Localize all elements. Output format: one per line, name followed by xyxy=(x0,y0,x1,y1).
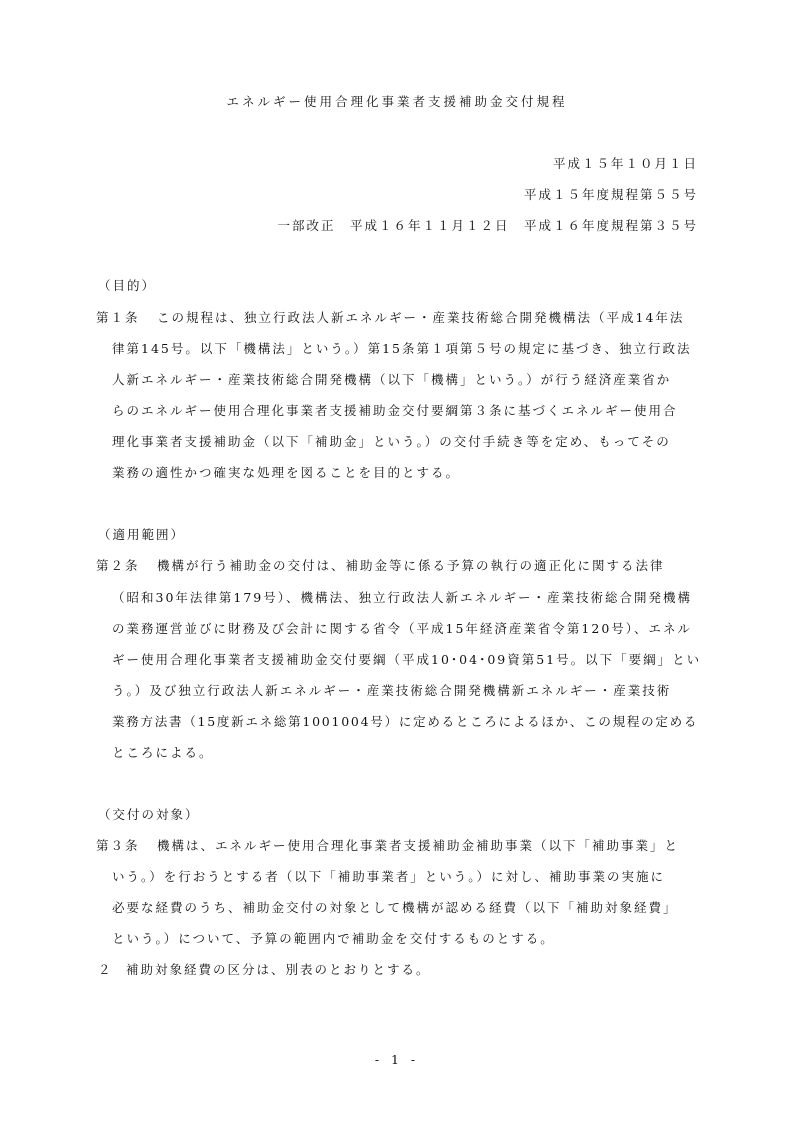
article-line: 業務方法書（15度新エネ総第1001004号）に定めるところによるほか、この規程の定める xyxy=(112,714,699,729)
article-line: （昭和30年法律第179号）、機構法、独立行政法人新エネルギー・産業技術総合開発機構 xyxy=(112,590,693,605)
article-number: 第３条 xyxy=(96,838,140,853)
article-line: 理化事業者支援補助金（以下「補助金」という。）の交付手続き等を定め、もってその xyxy=(112,434,671,449)
amendment-note: 一部改正 平成１６年１１月１２日 平成１６年度規程第３５号 xyxy=(277,218,698,233)
paragraph-number: ２ xyxy=(98,962,113,977)
enactment-date: 平成１５年１０月１日 xyxy=(552,156,698,171)
section-heading-purpose: （目的） xyxy=(98,278,157,293)
article-line: 律第145号。以下「機構法」という。）第15条第１項第５号の規定に基づき、独立行政法 xyxy=(112,341,692,356)
article-line: 機構が行う補助金の交付は、補助金等に係る予算の執行の適正化に関する法律 xyxy=(157,558,665,573)
article-line: 必要な経費のうち、補助金交付の対象として機構が認める経費（以下「補助対象経費」 xyxy=(112,900,678,915)
article-line: という。）について、予算の範囲内で補助金を交付するものとする。 xyxy=(112,931,555,946)
rule-number: 平成１５年度規程第５５号 xyxy=(523,187,698,202)
page-number: - 1 - xyxy=(374,1052,420,1067)
article-number: 第１条 xyxy=(96,310,140,325)
article-line: 人新エネルギー・産業技術総合開発機構（以下「機構」という。）が行う経済産業省か xyxy=(112,372,672,387)
section-heading-scope: （適用範囲） xyxy=(98,527,186,542)
article-line: ギー使用合理化事業者支援補助金交付要綱（平成10･04･09資第51号。以下「要綱」とい xyxy=(112,652,702,667)
article-line: 機構は、エネルギー使用合理化事業者支援補助金補助事業（以下「補助事業」と xyxy=(157,838,680,853)
document-title: エネルギー使用合理化事業者支援補助金交付規程 xyxy=(226,94,568,109)
article-line: ところによる。 xyxy=(112,745,214,760)
paragraph-text: 補助対象経費の区分は、別表のとおりとする。 xyxy=(126,962,431,977)
section-heading-target: （交付の対象） xyxy=(98,807,200,822)
article-line: この規程は、独立行政法人新エネルギー・産業技術総合開発機構法（平成14年法 xyxy=(157,310,685,325)
article-line: いう。）を行おうとする者（以下「補助事業者」という。）に対し、補助事業の実施に xyxy=(112,869,666,884)
article-line: う。）及び独立行政法人新エネルギー・産業技術総合開発機構新エネルギー・産業技術 xyxy=(112,683,672,698)
article-line: 業務の適性かつ確実な処理を図ることを目的とする。 xyxy=(112,465,461,480)
article-number: 第２条 xyxy=(96,558,140,573)
article-line: らのエネルギー使用合理化事業者支援補助金交付要綱第３条に基づくエネルギー使用合 xyxy=(112,403,678,418)
article-line: の業務運営並びに財務及び会計に関する省令（平成15年経済産業省令第120号）、エネル xyxy=(112,621,693,636)
